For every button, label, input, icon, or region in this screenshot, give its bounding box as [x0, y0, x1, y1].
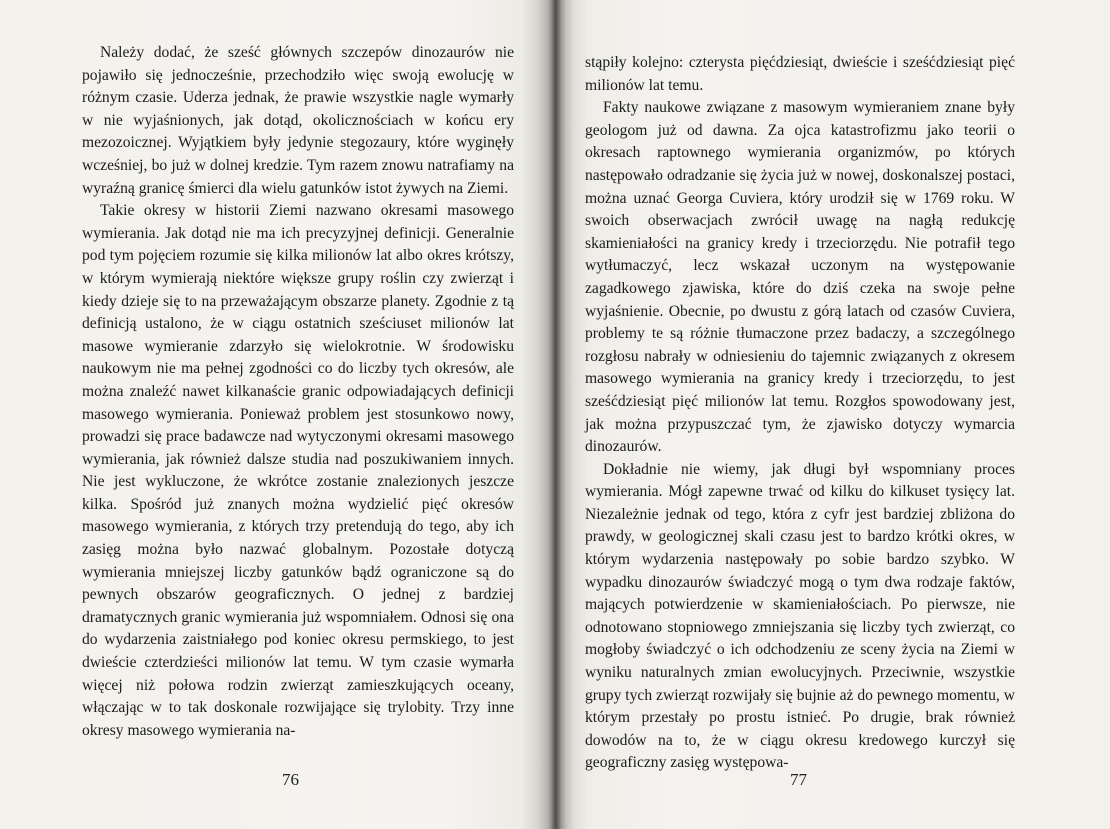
paragraph: Takie okresy w historii Ziemi nazwano okresami masowego wymierania. Jak dotąd nie ma ich precyzyjnej definicji. Generalnie pod tym pojęciem rozumie się kilka milionów lat albo okres krótszy, w którym wymierają niektóre większe grupy roślin czy zwierząt i kiedy dzieje się to na przeważającym obszarze planety. Zgodnie z tą definicją ustalono, że w ciągu ostatnich sześciuset milionów lat masowe wymieranie zdarzyło się wielokrotnie. W środowisku naukowym nie ma pełnej zgodności co do liczby tych okresów, ale można znaleźć nawet kilkanaście granic odpowiadających definicji masowego wymierania. Ponieważ problem jest stosunkowo nowy, prowadzi się prace badawcze nad wytyczonymi okresami masowego wymierania, jak również dalsze studia nad poszukiwaniem innych. Nie jest wykluczone, że wkrótce zostanie znalezionych jeszcze kilka. Spośród już znanych można wydzielić pięć okresów masowego wymierania, z których trzy pretendują do tego, aby ich zasięg można było nazwać globalnym. Pozostałe dotyczą wymierania mniejszej liczby gatunków bądź ograniczone są do pewnych obszarów geograficznych. O jednej z bardziej dramatycznych granic wymierania już wspomniałem. Odnosi się ona do wydarzenia zaistniałego pod koniec okresu permskiego, to jest dwieście czterdzieści milionów lat temu. W tym czasie wymarła więcej niż połowa rodzin zwierząt zamieszkujących oceany, włączając w to tak doskonale rozwijające się trylobity. Trzy inne okresy masowego wymierania na- [82, 202, 514, 739]
paragraph: Fakty naukowe związane z masowym wymieraniem znane były geologom już od dawna. Za ojca katastrofizmu jako teorii o okresach raptownego wymierania organizmów, po których następowało odradzanie się życia już w nowej, doskonalszej postaci, można uznać Georga Cuviera, który urodził się w 1769 roku. W swoich obserwacjach zwrócił uwagę na nagłą redukcję skamieniałości na granicy kredy i trzeciorzędu. Nie potrafił tego wytłumaczyć, lecz wskazał uczonym na występowanie zagadkowego zjawiska, które do dziś czeka na swoje pełne wyjaśnienie. Obecnie, po dwustu z górą latach od czasów Cuviera, problemy te są różnie tłumaczone przez badaczy, a szczególnego rozgłosu nabrały w odniesieniu do tajemnic związanych z okresem masowego wymierania na granicy kredy i trzeciorzędu, to jest sześćdziesiąt pięć milionów lat temu. Rozgłos spowodowany jest, jak można przypuszczać tym, że zjawisko dotyczy wymarcia dinozaurów. [585, 99, 1015, 456]
paragraph: Należy dodać, że sześć głównych szczepów dinozaurów nie pojawiło się jednocześnie, przechodziło więc swoją ewolucję w różnym czasie. Uderza jednak, że prawie wszystkie nagle wymarły w nie wyjaśnionych, jak dotąd, okolicznościach w końcu ery mezozoicznej. Wyjątkiem były jedynie stegozaury, które wyginęły wcześniej, bo już w dolnej kredzie. Tym razem znowu natrafiamy na wyraźną granicę śmierci dla wielu gatunków istot żywych na Ziemi. [82, 44, 514, 197]
page-number: 77 [790, 770, 807, 789]
left-page-text [82, 42, 514, 742]
paragraph: stąpiły kolejno: czterysta pięćdziesiąt, dwieście i sześćdziesiąt pięć milionów lat temu. [585, 54, 1015, 94]
right-page-text [585, 52, 1015, 775]
page-number: 76 [282, 770, 299, 789]
paragraph: Dokładnie nie wiemy, jak długi był wspomniany proces wymierania. Mógł zapewne trwać od kilku do kilkuset tysięcy lat. Niezależnie jednak od tego, która z cyfr jest bardziej zbliżona do prawdy, w geologicznej skali czasu jest to bardzo krótki okres, w którym wydarzenia następowały po sobie bardzo szybko. W wypadku dinozaurów świadczyć mogą o tym dwa rodzaje faktów, mających potwierdzenie w skamieniałościach. Po pierwsze, nie odnotowano stopniowego zmniejszania się liczby tych zwierząt, co mogłoby świadczyć o ich odchodzeniu ze sceny życia na Ziemi w wyniku naturalnych zmian ewolucyjnych. Przeciwnie, wszystkie grupy tych zwierząt rozwijały się bujnie aż do pewnego momentu, w którym przestały po prostu istnieć. Po drugie, brak również dowodów na to, że w ciągu okresu kredowego kurczył się geograficzny zasięg występowa- [585, 460, 1015, 772]
right-page [555, 0, 1110, 829]
